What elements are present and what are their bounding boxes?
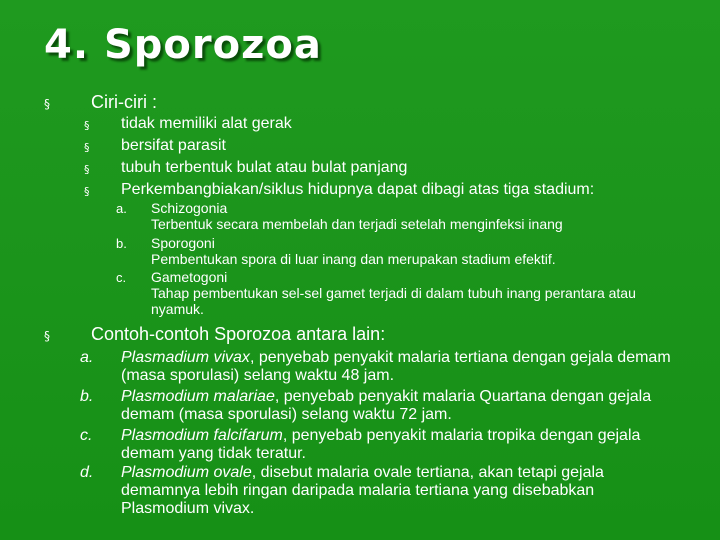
characteristic-item: tidak memiliki alat gerak: [121, 115, 292, 132]
example-text: , penyebab penyakit malaria tropika dengan gejala demam yang tidak teratur.: [121, 427, 641, 462]
stadium-item: [151, 235, 691, 267]
stadium-name: Sporogoni: [151, 235, 215, 251]
stadium-marker: b.: [116, 236, 127, 251]
characteristic-item: bersifat parasit: [121, 137, 226, 154]
example-marker: a.: [80, 349, 94, 366]
stadium-desc: Tahap pembentukan sel-sel gamet terjadi di dalam tubuh inang perantara atau nyamuk.: [151, 285, 636, 317]
example-item: [121, 464, 681, 518]
species-name: Plasmodium ovale: [121, 464, 252, 481]
example-marker: d.: [80, 464, 94, 481]
example-marker: b.: [80, 388, 94, 405]
example-text: , penyebab penyakit malaria Quartana dengan gejala demam (masa sporulasi) selang waktu 72 jam.: [121, 388, 652, 423]
stadium-marker: a.: [116, 201, 127, 216]
item-bullet: §: [84, 141, 90, 154]
example-text: , penyebab penyakit malaria tertiana dengan gejala demam (masa sporulasi) selang waktu 48 jam.: [121, 349, 671, 384]
stadium-name: Gametogoni: [151, 269, 228, 285]
item-bullet: §: [84, 163, 90, 176]
stadium-name: Schizogonia: [151, 200, 228, 216]
characteristic-item: Perkembangbiakan/siklus hidupnya dapat dibagi atas tiga stadium:: [121, 181, 595, 198]
page-title: 4. Sporozoa: [44, 22, 322, 68]
item-bullet: §: [84, 185, 90, 198]
species-name: Plasmodium malariae: [121, 388, 275, 405]
example-marker: c.: [80, 427, 93, 444]
section2-bullet: §: [44, 329, 50, 343]
species-name: Plasmodium falcifarum: [121, 427, 283, 444]
stadium-item: [151, 269, 686, 317]
item-bullet: §: [84, 119, 90, 132]
section2-heading: Contoh-contoh Sporozoa antara lain:: [91, 324, 386, 344]
example-item: [121, 427, 681, 463]
stadium-item: [151, 200, 691, 232]
example-item: [121, 388, 681, 424]
stadium-marker: c.: [116, 270, 127, 285]
example-text: , disebut malaria ovale tertiana, akan tetapi gejala demamnya lebih ringan daripada malaria tertiana yang disebabkan Plasmodium vivax.: [121, 464, 604, 517]
section1-bullet: §: [44, 97, 50, 111]
example-item: [121, 349, 681, 385]
stadium-desc: Terbentuk secara membelah dan terjadi setelah menginfeksi inang: [151, 216, 563, 232]
species-name: Plasmadium vivax: [121, 349, 250, 366]
stadium-desc: Pembentukan spora di luar inang dan merupakan stadium efektif.: [151, 251, 556, 267]
section1-heading: Ciri-ciri :: [91, 92, 157, 112]
characteristic-item: tubuh terbentuk bulat atau bulat panjang: [121, 159, 408, 176]
